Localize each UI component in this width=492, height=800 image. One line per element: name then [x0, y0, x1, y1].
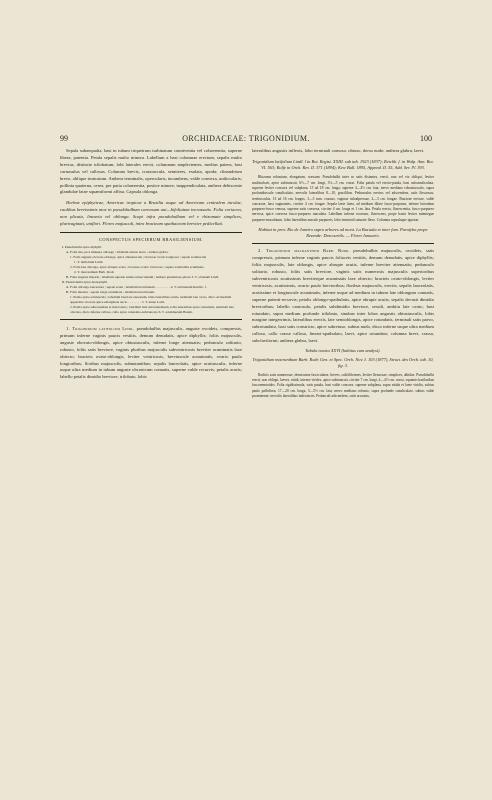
key-line: A. Folia oblongo-lanceolata ; sepala acuta ; labellum bicarinatum . . . . . . . . . 4. T. turbinatum Reichb. f.	[66, 284, 207, 289]
key-line: 2. Petala apice subrotundata et mucronata ; labellum basi subrotundatum, lobis lateralibus apice rotundatis, terminali late obovato, disco inferne calloso, callo apice rotundato-subtruncato 6. T. acuminatum Batem.	[70, 304, 234, 314]
divider-rule	[252, 243, 434, 244]
species-2-name: 2. Trigonidium macranthum	[258, 248, 320, 254]
key-line: 1. Petala apice acutiuscula ; labellum basi late cuneatum, lobis lateralibus acutis, terminali late ovato, disco ad medium appendice obovata apice emarginata aucto . . . . . . . . 5. T. tenue Lodd.	[70, 294, 232, 304]
page-number-left: 99	[60, 134, 68, 143]
key-line: 1. T. latifolium Lindl.	[74, 259, 104, 264]
key-line: B. Folia linearia ; sepala longe acuminata ; labellum unicallosum.	[66, 289, 155, 294]
species-2-citation: Trigonidium macranthum Barb. Rodr. Gen. et Spec. Orch. Nov. I. 103 (1877), Struct. des Orch. tab. 10, fig. 3.	[252, 357, 434, 369]
species-2-description: Radicis satis numerosae, densissime fasciculatae, breves, subfiliformes, leviter flexuosae, simplices, albidae. Pseudobulbi erecti, non obliqui, laeves, nitidi, intense virides, apice subtruncati, circiter 7 cm. longi, 4—4½ cm. crassi, squamis basilaribus fusconemtoidos. Folia rigidissimula, satis patula, basi valde concava, superne subplana, supra nitida et laete viridia, subtus paulo pallidiora, 17—20 cm. longa, 5—5½ cm. lata; nervo mediano robusto, supra profunde canaliculato, subtus valde prominente; nervulis lateralibus indistinctis. Pedunculi adscendens, satis arcuatus,	[252, 372, 434, 398]
key-line: II. Pseudobulbi apice monophylli.	[62, 279, 109, 284]
left-column	[60, 148, 242, 381]
species-1-entry	[60, 326, 242, 381]
species-2-diagnosis: pseudobulbis majusculis, ovoideis, satis compressis, primum inferne vaginis paucis foliaceis vestitis, demum denudatis, apice diphyllis; foliis majusculis, late oblongis, apice abrupte acutis, inferne breviter attenuatis; pedunculo solitario, robusto, foliis satis breviore, vaginis satis numerosis majusculis superioribus subventricosis acutissimis breviterque acuminatis laxe obtecto; bracteis ovato-oblongis, leviter ventricosis, acutissimis, ovario paulo brevioribus; floribus majusculis, erectis; sepalis lanceolatis, acutissime et longiuscule acuminatis, inferne usque ad medium in tubum late oblongum connatis, superne patenti-recurvis; petalis oblongo-spathulatis, apice abrupte acutis, sepalis decusti dimidio brevioribus; labello carnosulo, petalis subdimidio breviore, sessili, ambitu late ovato, basi rotundato, supra medium profunde trilobato, sinubus inter lobos angustis obtusiusculis, lobis margine integerrimis, lateralibus erectis, late semioblongis, apice rotundatis, terminali satis parvo, subrotundato, basi satis constricto, apice subretuso, subtus nudo, disco inferne usque ultra medium calloso, callo crasse calloso, lineari-spathulato, laevi, apice rotundato; columna brevi, crassa, subclaviformi; anthera glabra, laevi.	[252, 248, 434, 344]
key-line: 1. Folia anguste obovato-oblonga, apice obtusiuscula ; bracteae ovario longiores ; sepala acutiuscula	[70, 254, 207, 259]
running-title: ORCHIDACEAE: TRIGONIDIUM.	[182, 134, 310, 143]
key-line: B. Folia angusta linearia ; labellum superne subtus tuberculatum ; anthera glandulose-pilosa 3. T. obtusum Lindl.	[66, 274, 220, 279]
species-1-habitat: Habitat in prov. Rio de Janeiro supra arbores ad mont. La Bucuala et inter fam. Paraíyba prope Rezende: Descourtils. — Floret Januario.	[258, 226, 428, 239]
species-1-name: 1. Trigonidium latifolium	[66, 325, 121, 331]
species-1-author: Lindl.	[122, 325, 135, 331]
species-1-continuation: lateralibus angustis inflexis, lobo terminali carnoso, obtuso, dorso nudo; anthera glabra, laevi.	[252, 148, 425, 153]
plate-reference: Tabula nostra XXVI (habitus cum analysi).	[305, 348, 381, 354]
genus-description: Sepala subaequalia, basi in tubum triquetrum turbinatum conniventia vel cohaerentia, superne libera, patentia. Petala sepalis multo minora. Labellum a basi columnae erectum, sepalis multo brevius, distincte trilobatum; lobi laterales erecti, columnam amplectentes, medius patens, basi carnosulus vel callosus. Columna brevis, crassiuscula, semiteres, exalata, apoda; clinandrium breve, oblique truncatum. Anthera terminalis, opercularis, incumbens, valde convexa, unilocularis; pollinia quaterna, cerea, per paria cohaerentia, postice minore, inappendiculata, anthera dehiscente glandulae latae squamiformi affixa. Capsula oblonga.	[60, 148, 242, 195]
species-1-diagnosis: pseudobulbis majusculis, anguste ovoideis, compressis, primum inferne vaginis paucis vestitis, demum denudatis, apice diphyllis; foliis majusculis, anguste obovato-oblongis, apice obtusiusculis, inferne longe attenuatis; pedunculo solitario, robusto, foliis satis breviore, vaginis pluribus majusculis subventricosis breviter acuminatis laxe obtecto; bracteis ovato-oblongis, leviter ventricosis, breviuscule acuminatis, ovario paulo longioribus; floribus majusculis, subnutantibus; sepalis lanceolatis, apice acutiusculis, inferne usque ultra medium in tubum anguste obconicum connatis, superne valde recurvis; petalis acutis; labello petalis dimidio breviore, trilobato, lobis	[60, 325, 242, 380]
key-line: I. Pseudobulbi apice diphylli.	[62, 244, 102, 249]
conspectus-title: CONSPECTUS SPECIERUM BRASILIENSIUM.	[99, 236, 203, 242]
species-2-author: Barb. Rodr.	[322, 248, 350, 254]
divider-rule	[60, 232, 242, 233]
key-line: A. Folia lata, pica minuere oblonga ; labellum subtus laeve ; anthera glabra.	[66, 249, 169, 254]
species-2-entry	[252, 248, 434, 345]
species-key	[60, 245, 242, 315]
species-1-citation: Trigonidium latifolium Lindl. l in Bot. Regist. XXIII. sub tab. 1923 (1837); Reichb. f. in Walp. Ann. Bot. VI. 563; Rolfe in Orch. Rev. II. 371 (1894); Kew Bull. 1895, Append. II. 55, Add. Ser. IV. 393.	[252, 158, 434, 171]
divider-rule	[60, 319, 242, 320]
right-column	[252, 148, 434, 399]
species-1-description: Rhizoma robustum, elongatum, crassum. Pseudobulbi inter se satis distantes, erecti, non vel vix obliqui, leviter multisulcati, apice subtruncati, 6½—7 cm. longi, 3½—5 cm. crassi. Folia patula vel erecto-patula, basi subcanaliculata, superne leviter concava vel subplana, 15 ad 18 cm. longa, superne 4—4½ cm. lata, nervo mediano robustiusculo, supra profundiuscule canaliculato, nervulis lateralibus 8—10, gracilibus. Pedunculus erectus vel adscendens, satis flexuosus, teretiusculus, 13 ad 16 cm. longus, 3—5 mm. crassus; vaginae subadpressae, 2—3 cm. longae. Bracteae erectae, valde concavae, basi vaginantes, circiter 4 cm. longae. Sepala laete lutea, ad medium dilute fusco-purpurea, inferne luteodum purpureo-fusco venosa, superne satis convexa, circiter 4 cm. longa et 1 cm. lata. Petala erecta, flavescentia, fusco-purpureo nervosa, apice convexa fusco-purpureo maculata. Labellum inferne ecorrum, flavescens, prope basin leviter minutegue purpureo-maculatum, lobis lateralibus macule purpureis, lobo terminali saturate flavo. Columna capsulaque ignotae.	[252, 175, 434, 222]
key-line: 2. Folia late oblonga, apice abrupte acuta ; bracteae ovario breviores ; sepala acutissima acuminata	[70, 264, 204, 269]
page-number-right: 100	[420, 134, 432, 143]
running-header	[60, 134, 432, 146]
key-line: 2. T. macranthum Barb. Rodr.	[74, 269, 115, 274]
genus-habit: Herbae epiphyticae, Americae tropicae a Brasilia usque ad Americam centralem incolae, caulibus brevissimis mox in pseudobulbum carnosum uni—bifoliatum incrassatis. Folia coriacea, non plicata, linearia vel oblonga. Scapi infra pseudobulbum vel e rhizomate simplices, plurivaginati, uniflori. Flores majusculi, intra bracteam spathaceam breviter pedicellati.	[60, 200, 242, 227]
